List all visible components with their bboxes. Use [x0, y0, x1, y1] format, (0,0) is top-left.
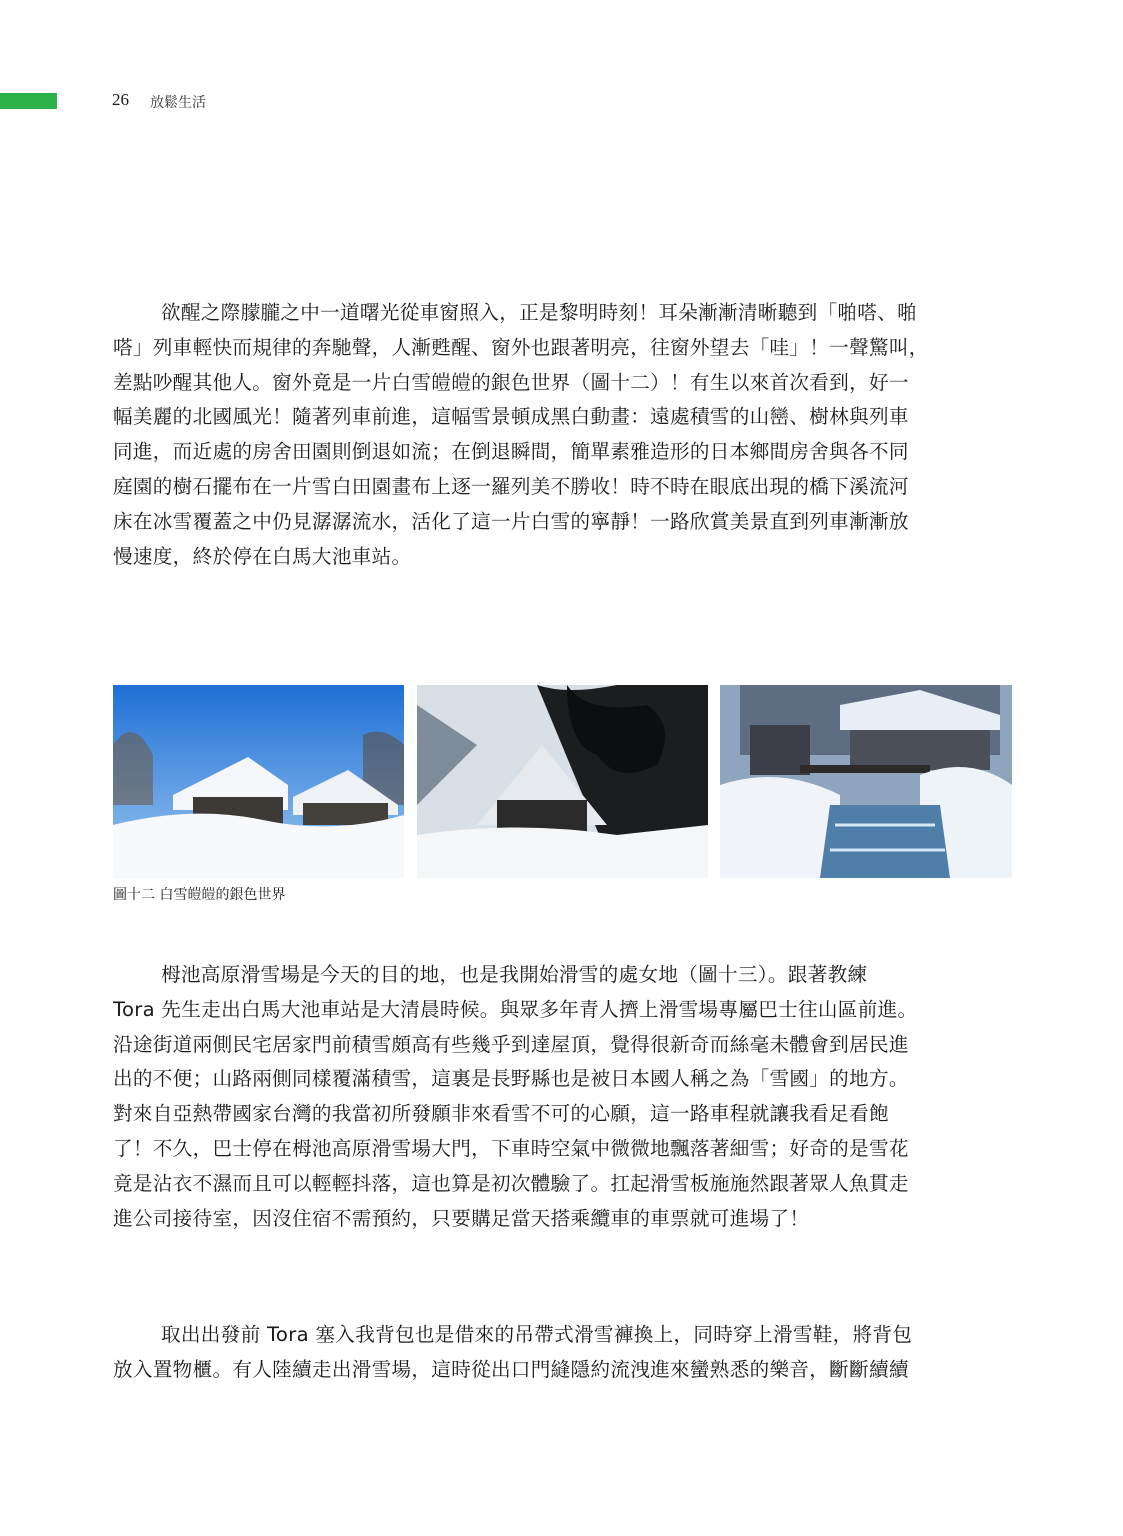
text-line: Tora 先生走出白馬大池車站是大清晨時候。與眾多年青人擠上滑雪場專屬巴士往山區前進。 [113, 997, 918, 1021]
text-line: 取出出發前 Tora 塞入我背包也是借來的吊帶式滑雪褲換上，同時穿上滑雪鞋，將背包 [161, 1323, 913, 1346]
text-line: 庭園的樹石擺布在一片雪白田園畫布上逐一羅列美不勝收！時不時在眼底出現的橋下溪流河 [113, 474, 909, 498]
header-accent-bar [0, 93, 57, 109]
text-line: 同進，而近處的房舍田園則倒退如流；在倒退瞬間，簡單素雅造形的日本鄉間房舍與各不同 [113, 440, 909, 464]
text-line: 嗒」列車輕快而規律的奔馳聲，人漸甦醒、窗外也跟著明亮，往窗外望去「哇」！一聲驚叫， [113, 335, 929, 359]
text-line: 放入置物櫃。有人陸續走出滑雪場，這時從出口門縫隱約流洩進來蠻熟悉的樂音，斷斷續續 [113, 1357, 909, 1381]
paragraph-2 [113, 958, 1011, 1236]
section-title: 放鬆生活 [150, 95, 206, 111]
page-number: 26 [112, 90, 129, 109]
text-line: 沿途街道兩側民宅居家門前積雪頗高有些幾乎到達屋頂，覺得很新奇而絲毫未體會到居民進 [113, 1032, 909, 1056]
snow-thatched-house-photo [417, 685, 708, 878]
text-line: 對來自亞熱帶國家台灣的我當初所發願非來看雪不可的心願，這一路車程就讓我看足看飽 [113, 1102, 889, 1126]
text-line: 床在冰雪覆蓋之中仍見潺潺流水，活化了這一片白雪的寧靜！一路欣賞美景直到列車漸漸放 [113, 509, 909, 533]
text-line: 幅美麗的北國風光！隨著列車前進，這幅雪景頓成黑白動畫：遠處積雪的山巒、樹林與列車 [113, 405, 909, 429]
text-line: 進公司接待室，因沒住宿不需預約，只要購足當天搭乘纜車的車票就可進場了！ [113, 1206, 810, 1230]
text-line: 栂池高原滑雪場是今天的目的地，也是我開始滑雪的處女地（圖十三）。跟著教練 [161, 963, 868, 986]
text-line: 竟是沾衣不濕而且可以輕輕抖落，這也算是初次體驗了。扛起滑雪板施施然跟著眾人魚貫走 [113, 1171, 909, 1195]
text-line: 差點吵醒其他人。窗外竟是一片白雪皚皚的銀色世界（圖十二）！有生以來首次看到，好一 [113, 370, 909, 394]
paragraph-1 [113, 296, 1011, 574]
text-line: 了！不久，巴士停在栂池高原滑雪場大門，下車時空氣中微微地飄落著細雪；好奇的是雪花 [113, 1136, 909, 1160]
text-line: 出的不便；山路兩側同樣覆滿積雪，這裏是長野縣也是被日本國人稱之為「雪國」的地方。 [113, 1067, 909, 1091]
text-line: 欲醒之際朦朧之中一道曙光從車窗照入，正是黎明時刻！耳朵漸漸清晰聽到「啪嗒、啪 [161, 301, 917, 324]
paragraph-3 [113, 1318, 1011, 1388]
text-line: 慢速度，終於停在白馬大池車站。 [113, 544, 412, 568]
figure-caption: 圖十二 白雪皚皚的銀色世界 [113, 887, 286, 903]
snow-farmhouse-photo [113, 685, 404, 878]
snow-stream-village-photo [720, 685, 1012, 878]
